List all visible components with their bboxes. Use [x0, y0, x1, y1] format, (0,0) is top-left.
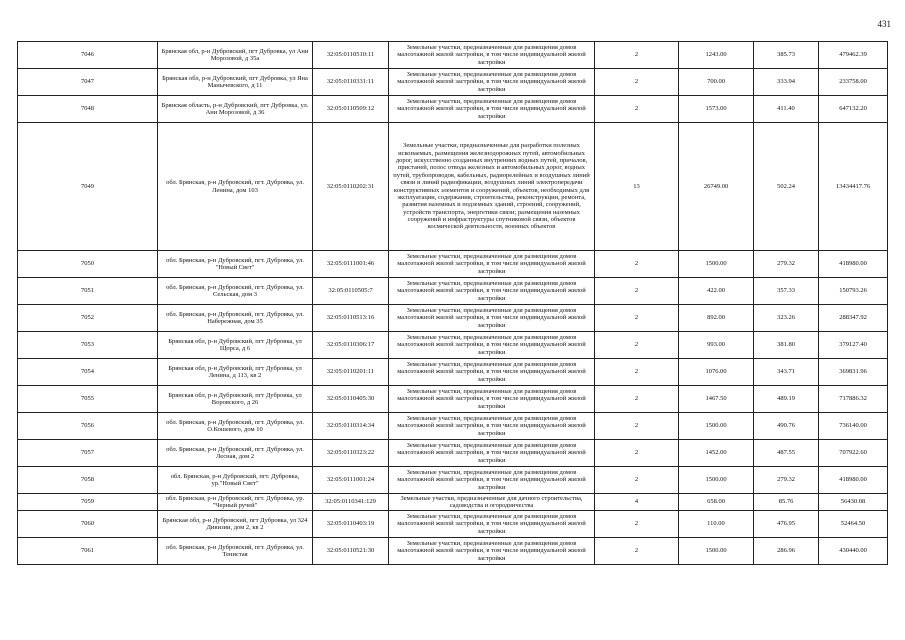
specific-value: 357.33: [754, 278, 819, 305]
specific-value: 502.24: [754, 123, 819, 251]
row-number: 7047: [18, 69, 158, 96]
cadastral-value: 736140.00: [819, 413, 888, 440]
specific-value: 487.55: [754, 440, 819, 467]
specific-value: 343.71: [754, 359, 819, 386]
land-address: Брянская обл, р-н Дубровский, пгт Дубровка, ул 324 Дивизии, дом 2, кв 2: [158, 511, 313, 538]
table-row: [18, 440, 888, 467]
purpose-group: 2: [595, 440, 679, 467]
purpose-group: 2: [595, 511, 679, 538]
land-area: 422.00: [679, 278, 754, 305]
cadastral-number: 32:05:0110405:30: [313, 386, 389, 413]
land-area: 1573.00: [679, 96, 754, 123]
cadastral-value: 707922.60: [819, 440, 888, 467]
specific-value: 279.32: [754, 467, 819, 494]
specific-value: 333.94: [754, 69, 819, 96]
land-address: Брянская обл, р-н Дубровский, пгт Дубровка, ул Ленина, д 113, кв 2: [158, 359, 313, 386]
land-area: 1500.00: [679, 538, 754, 565]
row-number: 7052: [18, 305, 158, 332]
land-area: 1500.00: [679, 467, 754, 494]
land-address: Брянская обл, р-н Дубровский, пгт Дубровка, ул Ани Морозовой, д 35а: [158, 42, 313, 69]
table-row: [18, 413, 888, 440]
land-address: обл. Брянская, р-н Дубровский, пгт. Дубровка, ул. Набережная, дом 35: [158, 305, 313, 332]
specific-value: 323.26: [754, 305, 819, 332]
cadastral-value: 13434417.76: [819, 123, 888, 251]
land-area: 1452.00: [679, 440, 754, 467]
row-number: 7050: [18, 251, 158, 278]
cadastral-value: 647132.20: [819, 96, 888, 123]
cadastral-number: 32:05:0110509:12: [313, 96, 389, 123]
specific-value: 279.32: [754, 251, 819, 278]
land-purpose: Земельные участки, предназначенные для размещения домов малоэтажной жилой застройки, в том числе индивидуальной жилой застройки: [389, 332, 595, 359]
purpose-group: 4: [595, 494, 679, 511]
specific-value: 385.73: [754, 42, 819, 69]
cadastral-value: 56430.08: [819, 494, 888, 511]
cadastral-value: 288347.92: [819, 305, 888, 332]
land-purpose: Земельные участки, предназначенные для размещения домов малоэтажной жилой застройки, в том числе индивидуальной жилой застройки: [389, 278, 595, 305]
land-purpose: Земельные участки, предназначенные для размещения домов малоэтажной жилой застройки, в том числе индивидуальной жилой застройки: [389, 69, 595, 96]
land-purpose: Земельные участки, предназначенные для размещения домов малоэтажной жилой застройки, в том числе индивидуальной жилой застройки: [389, 538, 595, 565]
specific-value: 286.96: [754, 538, 819, 565]
cadastral-number: 32:05:0110323:22: [313, 440, 389, 467]
table-row: [18, 467, 888, 494]
table-row: [18, 251, 888, 278]
land-area: 1243.00: [679, 42, 754, 69]
table-row: [18, 69, 888, 96]
row-number: 7058: [18, 467, 158, 494]
purpose-group: 2: [595, 42, 679, 69]
land-purpose: Земельные участки, предназначенные для размещения домов малоэтажной жилой застройки, в том числе индивидуальной жилой застройки: [389, 305, 595, 332]
land-address: Брянская область, р-н Дубровский, пгт Дубровка, ул. Ани Морозовой, д 36: [158, 96, 313, 123]
land-address: обл. Брянская, р-н Дубровский, пгт. Дубровка, ул. "Новый Свет": [158, 251, 313, 278]
cadastral-value: 717886.32: [819, 386, 888, 413]
row-number: 7059: [18, 494, 158, 511]
land-area: 1500.00: [679, 251, 754, 278]
table-row: [18, 278, 888, 305]
row-number: 7053: [18, 332, 158, 359]
land-purpose: Земельные участки, предназначенные для дачного строительства, садоводства и огородничества: [389, 494, 595, 511]
cadastral-number: 32:05:0110403:19: [313, 511, 389, 538]
cadastral-value: 430440.00: [819, 538, 888, 565]
land-address: обл. Брянская, р-н Дубровский, пгт. Дубровка, ул. Тенистая: [158, 538, 313, 565]
cadastral-value: 233758.00: [819, 69, 888, 96]
table-row: [18, 123, 888, 251]
cadastral-number: 32:05:0110521:30: [313, 538, 389, 565]
cadastral-number: 32:05:0110510:11: [313, 42, 389, 69]
cadastral-number: 32:05:0110331:11: [313, 69, 389, 96]
land-purpose: Земельные участки, предназначенные для размещения домов малоэтажной жилой застройки, в том числе индивидуальной жилой застройки: [389, 467, 595, 494]
land-area: 1500.00: [679, 413, 754, 440]
specific-value: 411.40: [754, 96, 819, 123]
specific-value: 489.19: [754, 386, 819, 413]
purpose-group: 2: [595, 251, 679, 278]
table-row: [18, 494, 888, 511]
specific-value: 85.76: [754, 494, 819, 511]
row-number: 7057: [18, 440, 158, 467]
purpose-group: 2: [595, 386, 679, 413]
purpose-group: 13: [595, 123, 679, 251]
table-body: [18, 42, 888, 565]
table-row: [18, 511, 888, 538]
table-row: [18, 332, 888, 359]
land-address: обл. Брянская, р-н Дубровский, пгт. Дубровка, ул. Лесная, дом 2: [158, 440, 313, 467]
land-area: 993.00: [679, 332, 754, 359]
purpose-group: 2: [595, 359, 679, 386]
purpose-group: 2: [595, 96, 679, 123]
cadastral-value: 52464.50: [819, 511, 888, 538]
cadastral-number: 32:05:0110505:7: [313, 278, 389, 305]
specific-value: 381.80: [754, 332, 819, 359]
cadastral-number: 32:05:0110201:11: [313, 359, 389, 386]
land-registry-table: [17, 41, 888, 565]
purpose-group: 2: [595, 278, 679, 305]
table-row: [18, 359, 888, 386]
land-purpose: Земельные участки, предназначенные для размещения домов малоэтажной жилой застройки, в том числе индивидуальной жилой застройки: [389, 42, 595, 69]
land-purpose: Земельные участки, предназначенные для размещения домов малоэтажной жилой застройки, в том числе индивидуальной жилой застройки: [389, 440, 595, 467]
purpose-group: 2: [595, 413, 679, 440]
land-address: обл. Брянская, р-н Дубровский, пгт. Дубровка, ул. Сельская, дом 3: [158, 278, 313, 305]
row-number: 7049: [18, 123, 158, 251]
purpose-group: 2: [595, 467, 679, 494]
land-purpose: Земельные участки, предназначенные для размещения домов малоэтажной жилой застройки, в том числе индивидуальной жилой застройки: [389, 359, 595, 386]
row-number: 7051: [18, 278, 158, 305]
purpose-group: 2: [595, 305, 679, 332]
page-number: 431: [877, 19, 891, 29]
cadastral-value: 379127.40: [819, 332, 888, 359]
table-row: [18, 305, 888, 332]
row-number: 7056: [18, 413, 158, 440]
cadastral-number: 32:05:0111001:24: [313, 467, 389, 494]
land-area: 892.00: [679, 305, 754, 332]
land-area: 110.00: [679, 511, 754, 538]
cadastral-value: 369831.96: [819, 359, 888, 386]
row-number: 7061: [18, 538, 158, 565]
land-purpose: Земельные участки, предназначенные для размещения домов малоэтажной жилой застройки, в том числе индивидуальной жилой застройки: [389, 413, 595, 440]
table-row: [18, 42, 888, 69]
cadastral-number: 32:05:0111001:46: [313, 251, 389, 278]
land-area: 700.00: [679, 69, 754, 96]
land-purpose: Земельные участки, предназначенные для разработки полезных ископаемых, размещения железнодорожных путей, автомобильных дорог, искусственно созданных внутренних водных путей, причалов, пристаней, полос отвода железных и автомобильных дорог, водных путей, трубопроводов, кабельных, радиорелейных и воздушных линий связи и линий радиофикации, воздушных линий электропередачи конструктивных элементов и сооружений, объектов, необходимых для эксплуатации, содержания, строительства, реконструкции, ремонта, развития наземных и подземных зданий, строений, сооружений, устройств транспорта, энергетики связи; размещения наземных сооружений и инфраструктуры спутниковой связи, объектов космической деятельности, военных объектов: [389, 123, 595, 251]
cadastral-number: 32:05:0110306:17: [313, 332, 389, 359]
purpose-group: 2: [595, 538, 679, 565]
specific-value: 490.76: [754, 413, 819, 440]
cadastral-number: 32:05:0110513:16: [313, 305, 389, 332]
land-area: 26749.00: [679, 123, 754, 251]
land-address: обл. Брянская, р-н Дубровский, пгт. Дубровка, ул. О.Кошевого, дом 10: [158, 413, 313, 440]
land-address: Брянская обл, р-н Дубровский, пгт Дубровка, ул Щорса, д 6: [158, 332, 313, 359]
purpose-group: 2: [595, 332, 679, 359]
land-area: 1467.50: [679, 386, 754, 413]
table-row: [18, 386, 888, 413]
land-address: обл. Брянская, р-н Дубровский, пгт. Дубровка, ур. "Черный ручей": [158, 494, 313, 511]
row-number: 7046: [18, 42, 158, 69]
cadastral-value: 418980.00: [819, 251, 888, 278]
row-number: 7060: [18, 511, 158, 538]
cadastral-number: 32:05:0110341:129: [313, 494, 389, 511]
row-number: 7055: [18, 386, 158, 413]
table-row: [18, 538, 888, 565]
land-purpose: Земельные участки, предназначенные для размещения домов малоэтажной жилой застройки, в том числе индивидуальной жилой застройки: [389, 386, 595, 413]
land-address: Брянская обл, р-н Дубровский, пгт Дубровка, ул Воровского, д 26: [158, 386, 313, 413]
table-row: [18, 96, 888, 123]
cadastral-number: 32:05:0110314:34: [313, 413, 389, 440]
row-number: 7054: [18, 359, 158, 386]
purpose-group: 2: [595, 69, 679, 96]
specific-value: 476.95: [754, 511, 819, 538]
land-address: обл. Брянская, р-н Дубровский, пгт. Дубровка, ул. Ленина, дом 103: [158, 123, 313, 251]
cadastral-value: 418980.00: [819, 467, 888, 494]
row-number: 7048: [18, 96, 158, 123]
land-area: 658.00: [679, 494, 754, 511]
land-address: Брянская обл, р-н Дубровский, пгт Дубровка, ул Яна Манычевского, д 11: [158, 69, 313, 96]
cadastral-value: 479462.39: [819, 42, 888, 69]
land-area: 1076.00: [679, 359, 754, 386]
cadastral-number: 32:05:0110202:31: [313, 123, 389, 251]
land-purpose: Земельные участки, предназначенные для размещения домов малоэтажной жилой застройки, в том числе индивидуальной жилой застройки: [389, 251, 595, 278]
land-purpose: Земельные участки, предназначенные для размещения домов малоэтажной жилой застройки, в том числе индивидуальной жилой застройки: [389, 511, 595, 538]
land-purpose: Земельные участки, предназначенные для размещения домов малоэтажной жилой застройки, в том числе индивидуальной жилой застройки: [389, 96, 595, 123]
land-address: обл. Брянская, р-н Дубровский, пгт. Дубровка, ур."Новый Свет": [158, 467, 313, 494]
cadastral-value: 150793.26: [819, 278, 888, 305]
